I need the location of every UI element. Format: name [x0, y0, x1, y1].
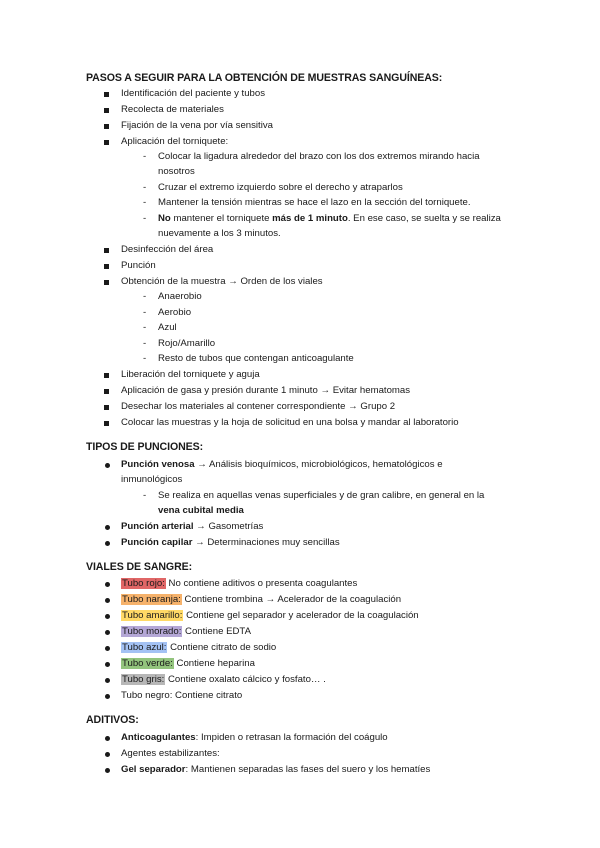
dash-bullet-icon: -	[143, 490, 147, 501]
puncion-item	[121, 521, 263, 533]
vial-text: Contiene trombina → Acelerador de la coagulación	[181, 594, 402, 605]
round-bullet-icon	[105, 768, 110, 773]
square-bullet-icon	[104, 264, 109, 269]
square-bullet-icon	[104, 248, 109, 253]
dash-bullet-icon: -	[143, 322, 147, 333]
vial-text: Contiene oxalato cálcico y fosfato… .	[165, 674, 326, 685]
puncion-item	[121, 537, 340, 549]
puncion-text: → Gasometrías	[193, 521, 264, 532]
vial-text: Contiene citrato de sodio	[167, 642, 277, 653]
vial-text: No contiene aditivos o presenta coagulantes	[165, 578, 358, 589]
vial-item	[121, 642, 276, 654]
vial-text: Contiene citrato	[172, 690, 243, 701]
round-bullet-icon	[105, 736, 110, 741]
puncion-label: Punción capilar	[121, 537, 193, 548]
torniquete-step	[158, 213, 501, 225]
section-title-viales: VIALES DE SANGRE:	[86, 561, 193, 573]
square-bullet-icon	[104, 421, 109, 426]
bold-text: más de 1 minuto	[272, 213, 348, 224]
square-bullet-icon	[104, 405, 109, 410]
dash-bullet-icon: -	[143, 307, 147, 318]
vial-item	[121, 610, 419, 622]
puncion-sub-bold: vena cubital media	[158, 505, 244, 516]
pasos-item: Liberación del torniquete y aguja	[121, 369, 260, 380]
square-bullet-icon	[104, 389, 109, 394]
round-bullet-icon	[105, 752, 110, 757]
aditivo-text: : Impiden o retrasan la formación del coágulo	[195, 732, 388, 743]
section-title-pasos: PASOS A SEGUIR PARA LA OBTENCIÓN DE MUESTRAS SANGUÍNEAS:	[86, 72, 443, 84]
torniquete-step: Mantener la tensión mientras se hace el lazo en la sección del torniquete.	[158, 197, 471, 208]
pasos-item: Desechar los materiales al contener correspondiente → Grupo 2	[121, 401, 396, 412]
tube-label-rojo: Tubo rojo:	[122, 578, 165, 589]
pasos-item: Fijación de la vena por vía sensitiva	[121, 120, 273, 131]
aditivo-label: Anticoagulantes	[121, 732, 196, 743]
tube-label-morado: Tubo morado:	[122, 626, 182, 637]
vial-order-item: Anaerobio	[158, 291, 202, 302]
tube-label-negro: Tubo negro:	[121, 690, 173, 701]
section-title-punciones: TIPOS DE PUNCIONES:	[86, 441, 204, 453]
round-bullet-icon	[105, 598, 110, 603]
tube-label-naranja: Tubo naranja:	[122, 594, 181, 605]
pasos-item: Recolecta de materiales	[121, 104, 224, 115]
round-bullet-icon	[105, 646, 110, 651]
bold-text: No	[158, 213, 171, 224]
puncion-item	[121, 459, 443, 471]
vial-item	[121, 594, 401, 606]
puncion-text: → Determinaciones muy sencillas	[192, 537, 340, 548]
round-bullet-icon	[105, 694, 110, 699]
round-bullet-icon	[105, 541, 110, 546]
torniquete-step: Cruzar el extremo izquierdo sobre el derecho y atraparlos	[158, 182, 403, 193]
aditivo-item	[121, 732, 388, 744]
square-bullet-icon	[104, 92, 109, 97]
puncion-label: Punción venosa	[121, 459, 195, 470]
square-bullet-icon	[104, 140, 109, 145]
pasos-item: Obtención de la muestra → Orden de los viales	[121, 276, 323, 287]
torniquete-step: Colocar la ligadura alrededor del brazo con los dos extremos mirando hacia	[158, 151, 480, 162]
square-bullet-icon	[104, 108, 109, 113]
vial-order-item: Aerobio	[158, 307, 192, 318]
aditivo-item	[121, 764, 430, 776]
round-bullet-icon	[105, 614, 110, 619]
square-bullet-icon	[104, 280, 109, 285]
round-bullet-icon	[105, 678, 110, 683]
pasos-item: Aplicación de gasa y presión durante 1 minuto → Evitar hematomas	[121, 385, 411, 396]
dash-bullet-icon: -	[143, 197, 147, 208]
dash-bullet-icon: -	[143, 182, 147, 193]
dash-bullet-icon: -	[143, 213, 147, 224]
dash-bullet-icon: -	[143, 353, 147, 364]
aditivo-label: Gel separador	[121, 764, 186, 775]
step-text: mantener el torniquete	[170, 213, 273, 224]
dash-bullet-icon: -	[143, 291, 147, 302]
pasos-item: Punción	[121, 260, 156, 271]
vial-text: Contiene EDTA	[182, 626, 251, 637]
puncion-text: → Análisis bioquímicos, microbiológicos, hematológicos e	[194, 459, 443, 470]
tube-label-azul: Tubo azul:	[122, 642, 167, 653]
vial-item	[121, 658, 255, 670]
aditivo-text: : Mantienen separadas las fases del suero y los hematíes	[185, 764, 431, 775]
tube-label-gris: Tubo gris:	[122, 674, 165, 685]
square-bullet-icon	[104, 124, 109, 129]
dash-bullet-icon: -	[143, 151, 147, 162]
puncion-label: Punción arterial	[121, 521, 194, 532]
step-text: . En ese caso, se suelta y se realiza	[347, 213, 501, 224]
round-bullet-icon	[105, 525, 110, 530]
vial-item	[121, 578, 357, 590]
section-title-aditivos: ADITIVOS:	[86, 714, 139, 726]
vial-item	[121, 674, 326, 686]
dash-bullet-icon: -	[143, 338, 147, 349]
round-bullet-icon	[105, 463, 110, 468]
vial-order-item: Azul	[158, 322, 177, 333]
vial-text: Contiene heparina	[173, 658, 255, 669]
vial-item	[121, 626, 251, 638]
torniquete-step-cont: nuevamente a los 3 minutos.	[158, 228, 281, 239]
vial-text: Contiene gel separador y acelerador de la coagulación	[183, 610, 419, 621]
pasos-item: Desinfección del área	[121, 244, 214, 255]
aditivo-item: Agentes estabilizantes:	[121, 748, 220, 759]
pasos-item: Aplicación del torniquete:	[121, 136, 229, 147]
tube-label-verde: Tubo verde:	[122, 658, 173, 669]
round-bullet-icon	[105, 582, 110, 587]
puncion-sub: Se realiza en aquellas venas superficiales y de gran calibre, en general en la	[158, 490, 485, 501]
puncion-text-cont: inmunológicos	[121, 474, 183, 485]
pasos-item: Identificación del paciente y tubos	[121, 88, 265, 99]
vial-order-item: Rojo/Amarillo	[158, 338, 216, 349]
vial-order-item: Resto de tubos que contengan anticoagulante	[158, 353, 354, 364]
round-bullet-icon	[105, 662, 110, 667]
vial-item	[121, 690, 242, 702]
tube-label-amarillo: Tubo amarillo:	[122, 610, 183, 621]
pasos-item: Colocar las muestras y la hoja de solicitud en una bolsa y mandar al laboratorio	[121, 417, 459, 428]
round-bullet-icon	[105, 630, 110, 635]
square-bullet-icon	[104, 373, 109, 378]
torniquete-step-cont: nosotros	[158, 166, 195, 177]
